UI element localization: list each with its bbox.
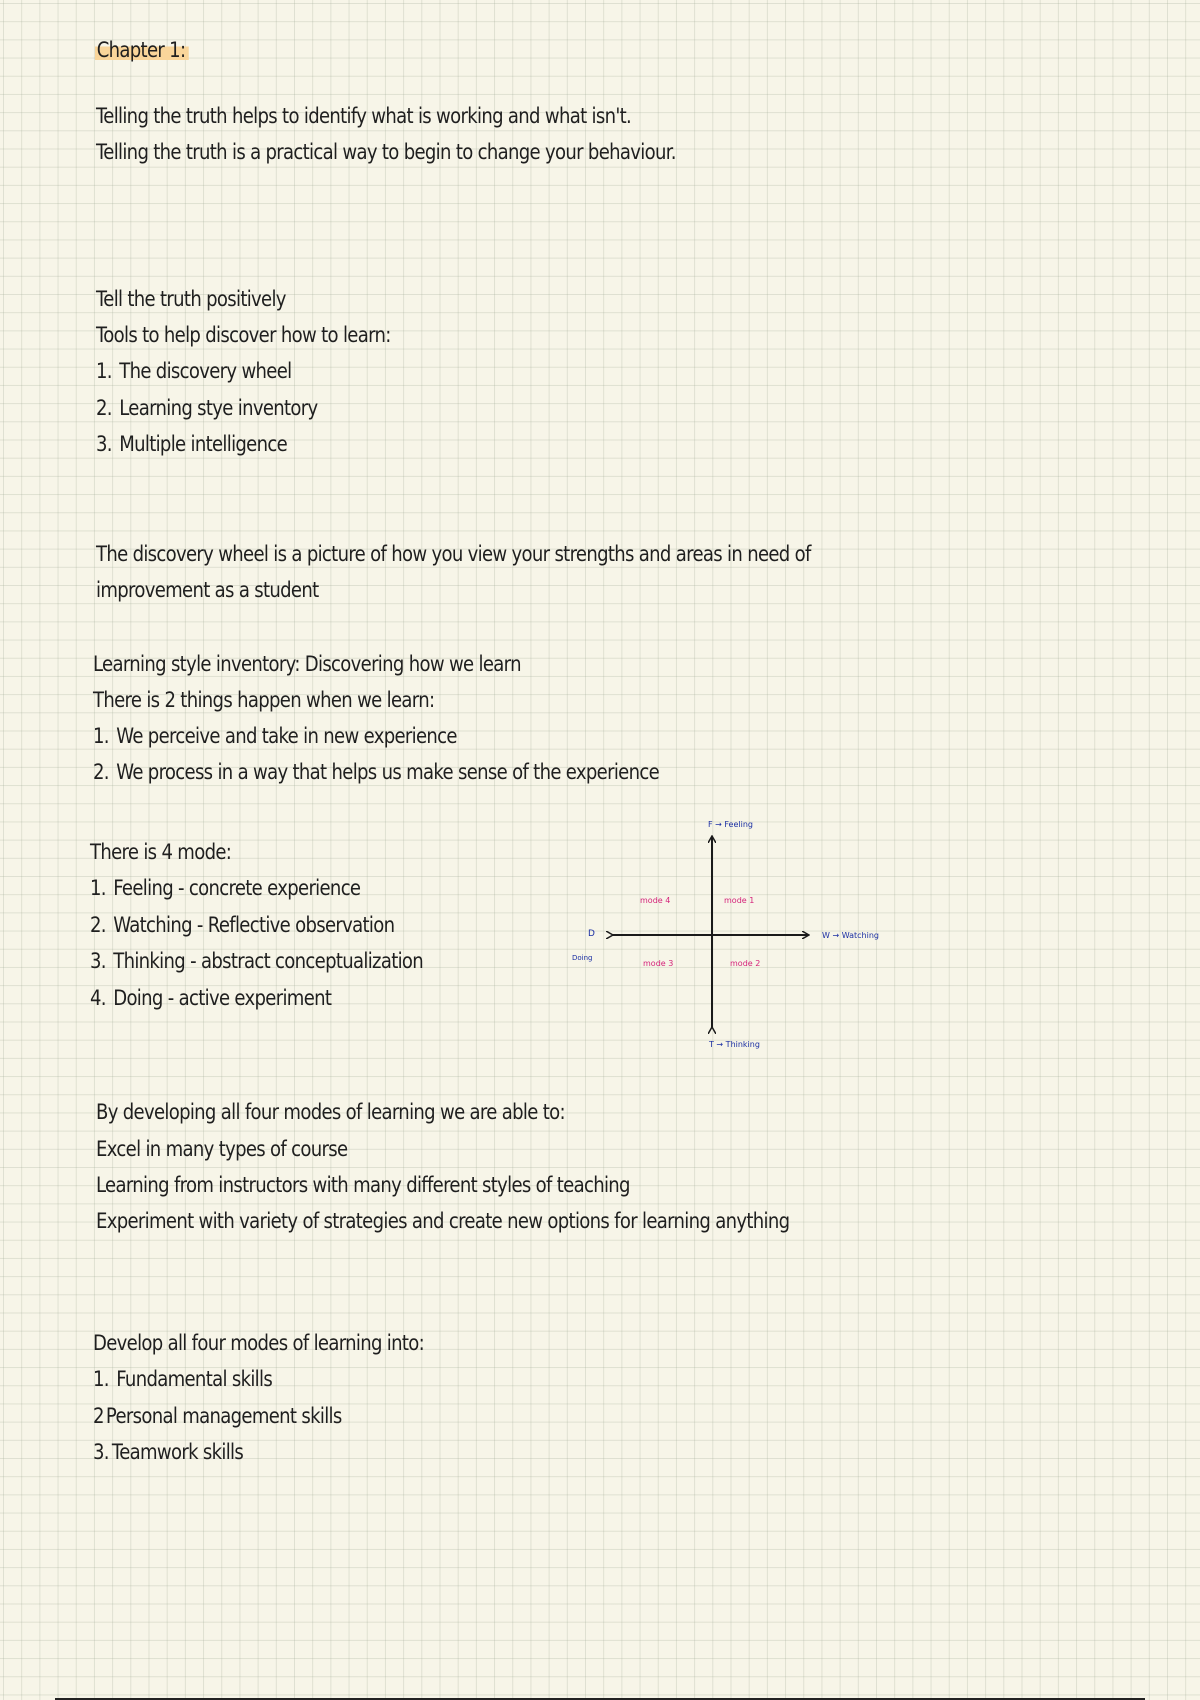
modes-item-1: 1. Feeling - concrete experience xyxy=(90,876,361,900)
intro-line-2: Telling the truth is a practical way to begin to change your behaviour. xyxy=(96,140,676,164)
quadrant-top-left: mode 4 xyxy=(640,896,671,905)
modes-item-3: 3. Thinking - abstract conceptualization xyxy=(90,949,424,973)
axis-label-left-letter: D xyxy=(588,929,595,939)
tools-item-1: 1. The discovery wheel xyxy=(96,359,292,383)
develop-item-1: 1. Fundamental skills xyxy=(93,1367,273,1391)
chapter-title: Chapter 1: xyxy=(95,38,189,62)
benefits-heading: By developing all four modes of learning we are able to: xyxy=(96,1100,565,1124)
benefits-line-2: Learning from instructors with many different styles of teaching xyxy=(96,1173,630,1197)
intro-line-1: Telling the truth helps to identify what is working and what isn't. xyxy=(96,104,632,128)
quadrant-bottom-right: mode 2 xyxy=(730,959,761,968)
benefits-line-1: Excel in many types of course xyxy=(96,1137,348,1161)
tools-item-3: 3. Multiple intelligence xyxy=(96,432,288,456)
axis-label-left-word: Doing xyxy=(572,954,593,962)
axis-label-top: F → Feeling xyxy=(708,820,753,829)
axis-label-bottom: T → Thinking xyxy=(709,1040,760,1049)
wheel-line-2: improvement as a student xyxy=(96,578,319,602)
develop-item-3: 3. Teamwork skills xyxy=(93,1440,244,1464)
quadrant-bottom-left: mode 3 xyxy=(643,959,674,968)
lsi-heading-1: Learning style inventory: Discovering how we learn xyxy=(93,652,521,676)
benefits-line-3: Experiment with variety of strategies and create new options for learning anything xyxy=(96,1209,790,1233)
tools-heading-2: Tools to help discover how to learn: xyxy=(96,323,391,347)
modes-item-2: 2. Watching - Reflective observation xyxy=(90,913,395,937)
lsi-item-2: 2. We process in a way that helps us make sense of the experience xyxy=(93,760,660,784)
learning-modes-diagram xyxy=(560,810,920,1060)
axis-label-right: W → Watching xyxy=(822,931,879,940)
modes-heading: There is 4 mode: xyxy=(90,840,232,864)
tools-heading-1: Tell the truth positively xyxy=(96,287,286,311)
develop-item-2: 2Personal management skills xyxy=(93,1404,342,1428)
modes-item-4: 4. Doing - active experiment xyxy=(90,986,332,1010)
quadrant-top-right: mode 1 xyxy=(724,896,755,905)
lsi-item-1: 1. We perceive and take in new experience xyxy=(93,724,457,748)
develop-heading: Develop all four modes of learning into: xyxy=(93,1331,425,1355)
tools-item-2: 2. Learning stye inventory xyxy=(96,396,318,420)
lsi-heading-2: There is 2 things happen when we learn: xyxy=(93,688,435,712)
wheel-line-1: The discovery wheel is a picture of how you view your strengths and areas in need of xyxy=(96,542,811,566)
